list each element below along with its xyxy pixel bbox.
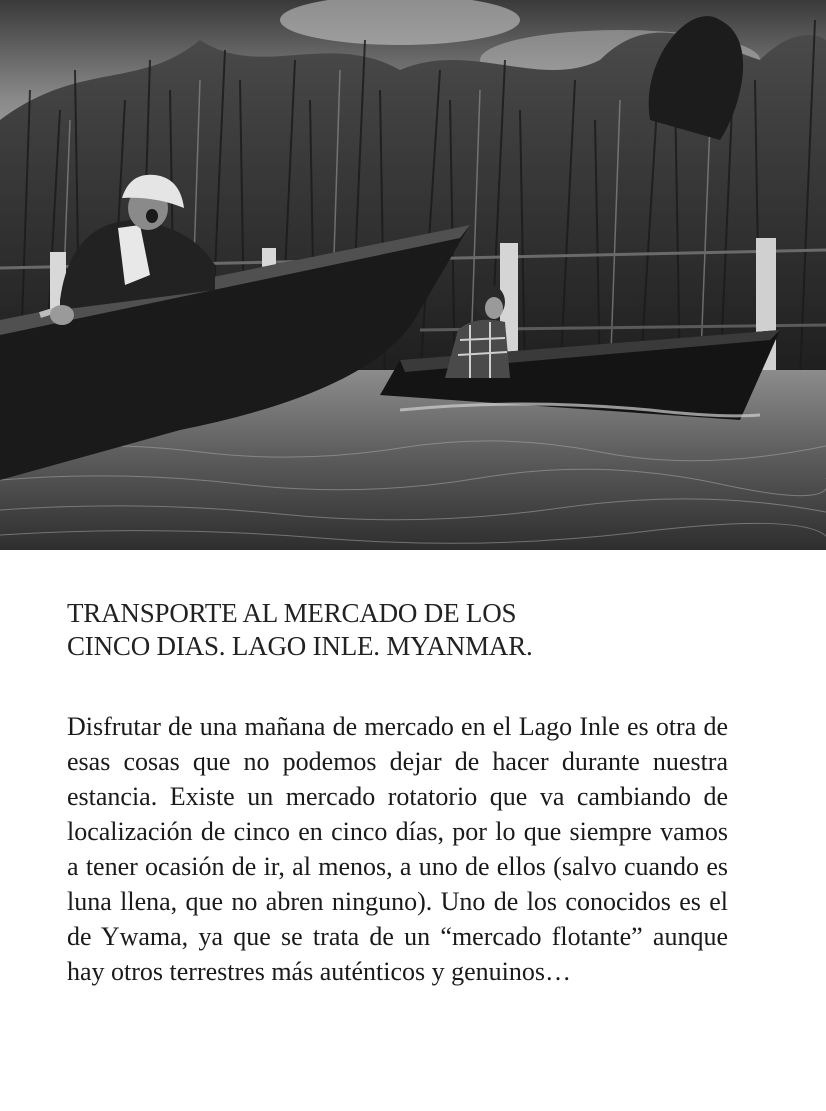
article-body: Disfrutar de una mañana de mercado en el Lago Inle es otra de esas cosas que no podemos dejar de hacer durante nuestra estancia. Existe un mercado rotatorio que va cambiando de localización de cinco en cinco días, por lo que siempre vamos a tener ocasión de ir, al menos, a uno de ellos (salvo cuando es luna llena, que no abren ninguno). Uno de los conocidos es el de Ywama, ya que se trata de un “mercado flotante” aunque hay otros terrestres más auténticos y genuinos… bbox=[67, 712, 728, 986]
article bbox=[67, 597, 728, 989]
boat-scene-illustration bbox=[0, 0, 826, 550]
article-title: TRANSPORTE AL MERCADO DE LOS CINCO DIAS. LAGO INLE. MYANMAR. bbox=[67, 598, 533, 661]
hero-photo bbox=[0, 0, 826, 550]
